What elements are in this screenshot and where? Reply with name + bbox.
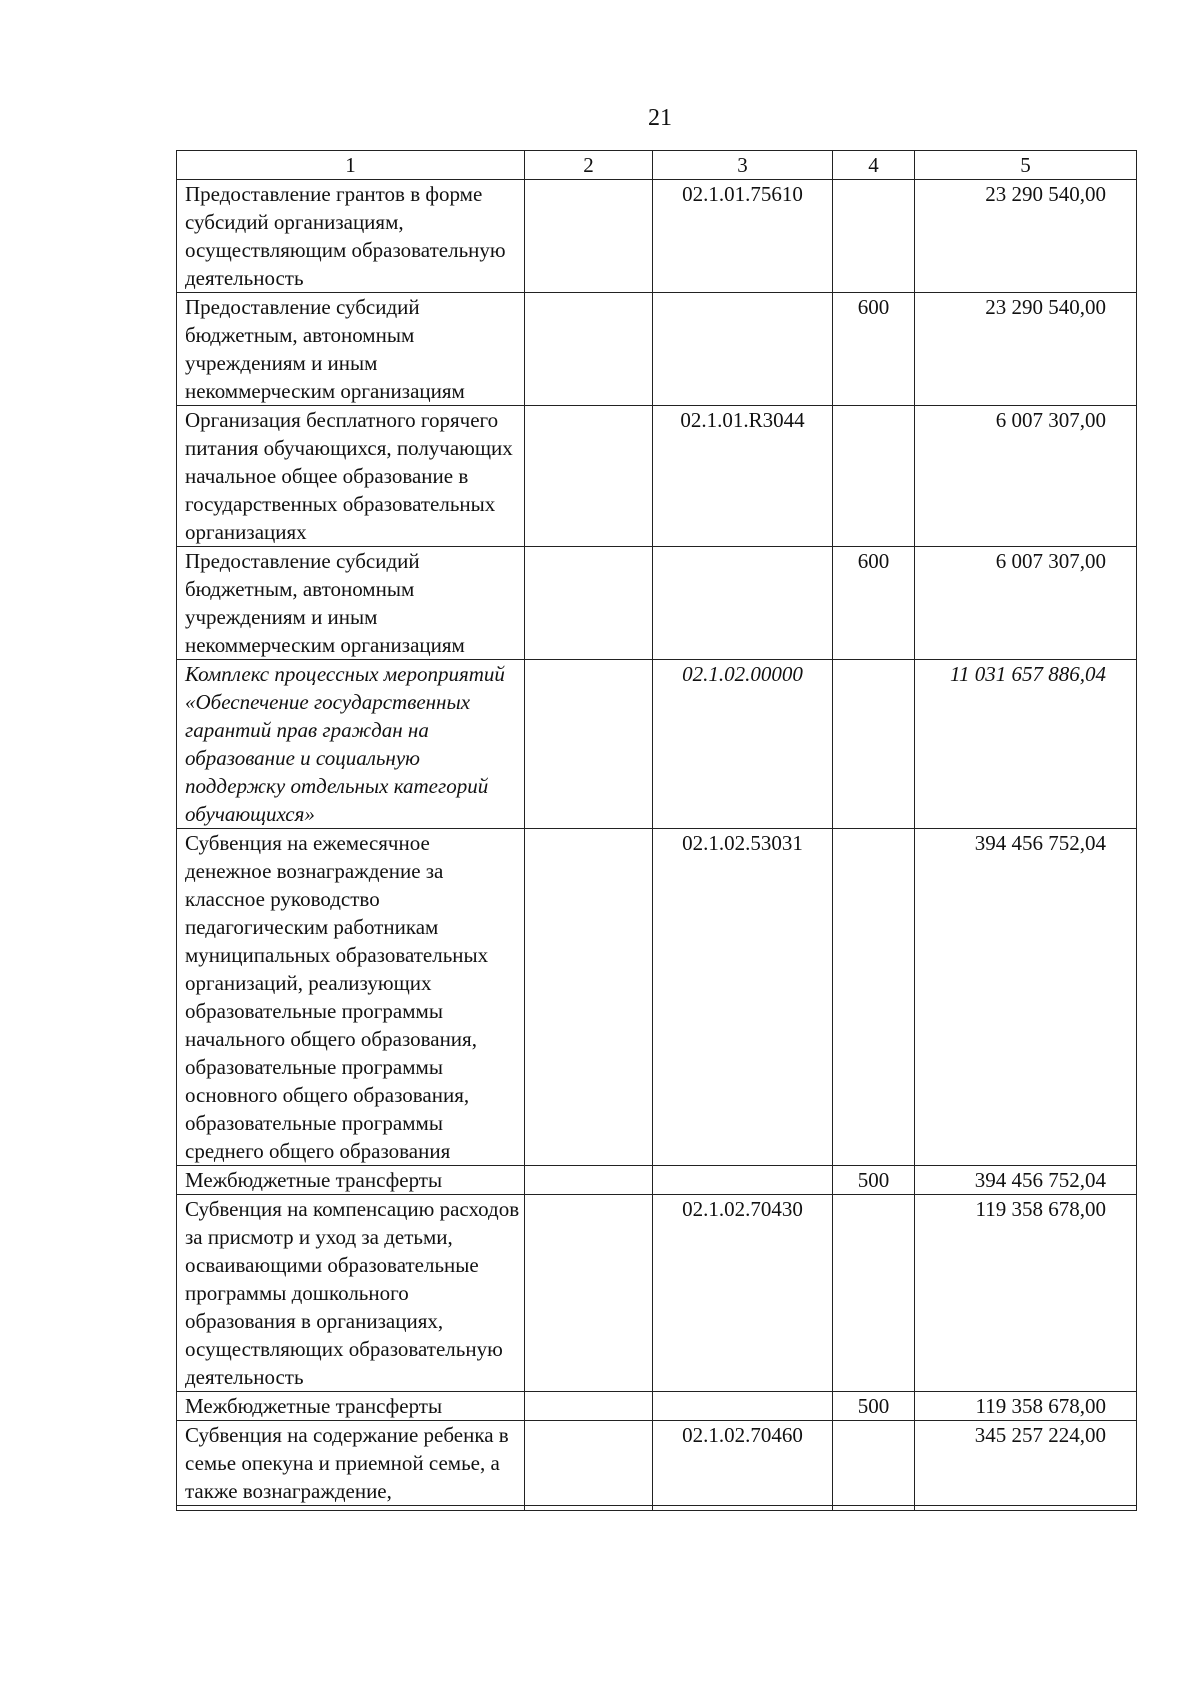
row-name: Предоставление грантов в форме субсидий организациям, осуществляющим образовательную деятельность (177, 180, 525, 293)
table-row-tail (177, 1506, 1137, 1511)
row-name: Комплекс процессных мероприятий «Обеспечение государственных гарантий прав граждан на образование и социальную поддержку отдельных категорий обучающихся» (177, 660, 525, 829)
row-type: 600 (833, 293, 915, 406)
row-col2 (525, 660, 653, 829)
row-col2 (525, 1166, 653, 1195)
row-col2 (525, 1421, 653, 1506)
row-col2 (525, 293, 653, 406)
table-row (177, 293, 1137, 406)
row-code: 02.1.02.53031 (653, 829, 833, 1166)
table-row (177, 406, 1137, 547)
row-code (653, 293, 833, 406)
row-name: Предоставление субсидий бюджетным, автономным учреждениям и иным некоммерческим организациям (177, 547, 525, 660)
table-row (177, 180, 1137, 293)
row-type (833, 180, 915, 293)
row-type (833, 829, 915, 1166)
row-code (653, 1166, 833, 1195)
row-name: Межбюджетные трансферты (177, 1392, 525, 1421)
row-code: 02.1.02.70430 (653, 1195, 833, 1392)
row-col2 (525, 1392, 653, 1421)
row-amount: 119 358 678,00 (915, 1195, 1137, 1392)
column-header: 2 (525, 151, 653, 180)
table-row (177, 1392, 1137, 1421)
column-header: 1 (177, 151, 525, 180)
row-amount: 394 456 752,04 (915, 1166, 1137, 1195)
row-code: 02.1.01.75610 (653, 180, 833, 293)
row-name: Предоставление субсидий бюджетным, автономным учреждениям и иным некоммерческим организациям (177, 293, 525, 406)
table-row (177, 547, 1137, 660)
row-amount: 11 031 657 886,04 (915, 660, 1137, 829)
row-code (653, 1392, 833, 1421)
tail-cell (525, 1506, 653, 1511)
tail-cell (653, 1506, 833, 1511)
tail-cell (177, 1506, 525, 1511)
row-col2 (525, 180, 653, 293)
row-type (833, 1421, 915, 1506)
table-row (177, 1166, 1137, 1195)
row-type: 600 (833, 547, 915, 660)
tail-cell (915, 1506, 1137, 1511)
table-row (177, 1195, 1137, 1392)
row-amount: 23 290 540,00 (915, 293, 1137, 406)
budget-table (176, 150, 1137, 1511)
row-amount: 394 456 752,04 (915, 829, 1137, 1166)
row-type (833, 660, 915, 829)
row-name: Межбюджетные трансферты (177, 1166, 525, 1195)
row-type (833, 406, 915, 547)
row-code: 02.1.02.00000 (653, 660, 833, 829)
row-col2 (525, 406, 653, 547)
table-row (177, 829, 1137, 1166)
tail-cell (833, 1506, 915, 1511)
table-header-row (177, 151, 1137, 180)
row-amount: 119 358 678,00 (915, 1392, 1137, 1421)
row-col2 (525, 547, 653, 660)
row-amount: 23 290 540,00 (915, 180, 1137, 293)
row-code: 02.1.02.70460 (653, 1421, 833, 1506)
column-header: 4 (833, 151, 915, 180)
row-col2 (525, 1195, 653, 1392)
column-header: 5 (915, 151, 1137, 180)
row-name: Субвенция на содержание ребенка в семье опекуна и приемной семье, а также вознаграждение, (177, 1421, 525, 1506)
table-row (177, 660, 1137, 829)
row-amount: 6 007 307,00 (915, 406, 1137, 547)
row-col2 (525, 829, 653, 1166)
row-code: 02.1.01.R3044 (653, 406, 833, 547)
table-row (177, 1421, 1137, 1506)
column-header: 3 (653, 151, 833, 180)
row-code (653, 547, 833, 660)
row-name: Субвенция на компенсацию расходов за присмотр и уход за детьми, осваивающими образовательные программы дошкольного образования в организациях, осуществляющих образовательную деятельность (177, 1195, 525, 1392)
row-type: 500 (833, 1166, 915, 1195)
row-type: 500 (833, 1392, 915, 1421)
row-name: Субвенция на ежемесячное денежное вознаграждение за классное руководство педагогическим работникам муниципальных образовательных организаций, реализующих образовательные программы начального общего образования, образовательные программы основного общего образования, образовательные программы среднего общего образования (177, 829, 525, 1166)
row-amount: 345 257 224,00 (915, 1421, 1137, 1506)
row-amount: 6 007 307,00 (915, 547, 1137, 660)
page-number: 21 (648, 105, 672, 131)
row-name: Организация бесплатного горячего питания обучающихся, получающих начальное общее образование в государственных образовательных организациях (177, 406, 525, 547)
row-type (833, 1195, 915, 1392)
